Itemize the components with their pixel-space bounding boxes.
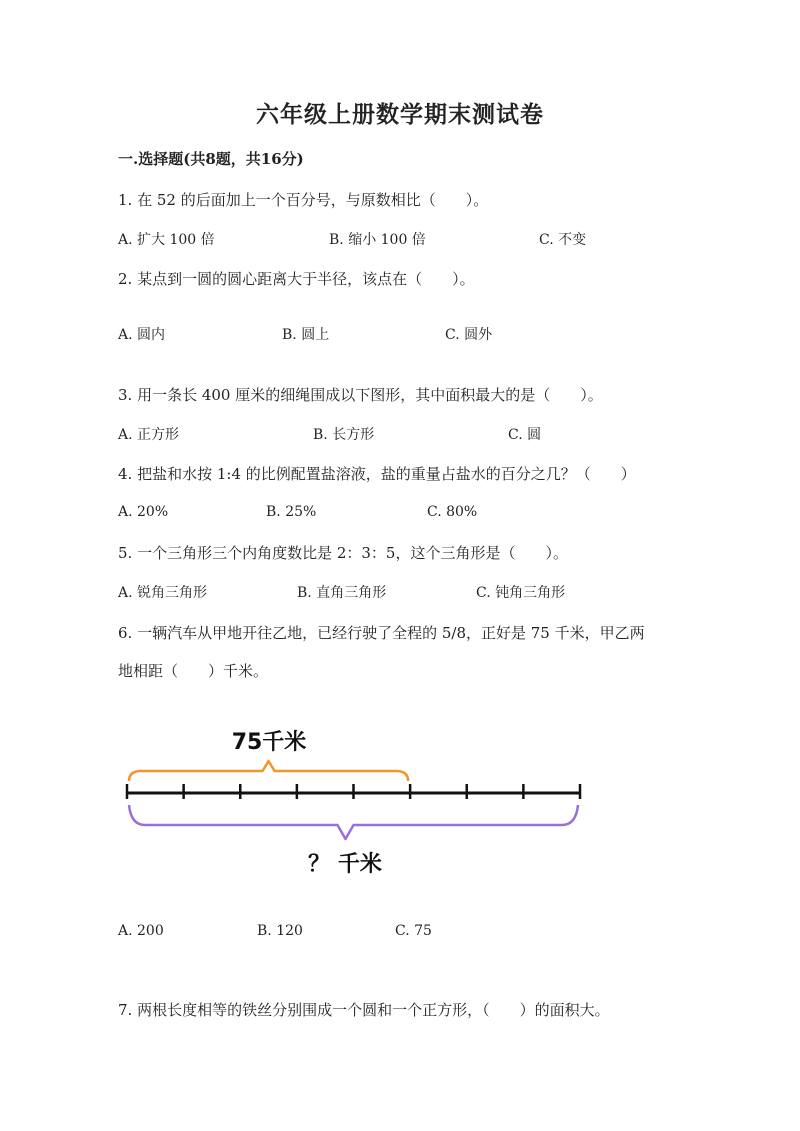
question-7: 7. 两根长度相等的铁丝分别围成一个圆和一个正方形，（ ）的面积大。 xyxy=(118,1001,610,1019)
q2-option-c[interactable]: C. 圆外 xyxy=(445,327,493,343)
known-distance-label: 75千米 xyxy=(231,730,307,755)
q1-option-c[interactable]: C. 不变 xyxy=(539,232,587,248)
unknown-distance-label: ？ 千米 xyxy=(308,852,382,877)
page-title: 六年级上册数学期末测试卷 xyxy=(256,101,544,128)
q5-option-c[interactable]: C. 钝角三角形 xyxy=(476,585,566,601)
q6-option-a[interactable]: A. 200 xyxy=(118,923,164,939)
segment-diagram xyxy=(110,718,600,888)
question-4: 4. 把盐和水按 1:4 的比例配置盐溶液，盐的重量占盐水的百分之几？（ ） xyxy=(118,465,636,483)
q1-option-a[interactable]: A. 扩大 100 倍 xyxy=(118,232,215,248)
section-heading: 一.选择题(共8题，共16分) xyxy=(118,150,304,168)
q6-option-b[interactable]: B. 120 xyxy=(257,923,303,939)
q6-option-c[interactable]: C. 75 xyxy=(395,923,432,939)
q2-option-b[interactable]: B. 圆上 xyxy=(282,327,330,343)
question-6: 6. 一辆汽车从甲地开往乙地，已经行驶了全程的 5/8，正好是 75 千米，甲乙两 xyxy=(118,624,645,642)
known-distance-brace xyxy=(129,761,408,781)
question-6-line-2: 地相距（ ）千米。 xyxy=(118,662,269,680)
question-1: 1. 在 52 的后面加上一个百分号，与原数相比（ ）。 xyxy=(118,191,489,209)
question-3: 3. 用一条长 400 厘米的细绳围成以下图形，其中面积最大的是（ ）。 xyxy=(118,386,603,404)
q1-option-b[interactable]: B. 缩小 100 倍 xyxy=(329,232,426,248)
q3-option-b[interactable]: B. 长方形 xyxy=(313,427,375,443)
question-2: 2. 某点到一圆的圆心距离大于半径，该点在（ ）。 xyxy=(118,270,475,288)
q2-option-a[interactable]: A. 圆内 xyxy=(118,327,166,343)
q4-option-b[interactable]: B. 25% xyxy=(266,504,317,520)
q4-option-c[interactable]: C. 80% xyxy=(427,504,478,520)
question-5: 5. 一个三角形三个内角度数比是 2：3：5，这个三角形是（ ）。 xyxy=(118,544,568,562)
total-distance-brace xyxy=(129,805,578,839)
q3-option-a[interactable]: A. 正方形 xyxy=(118,427,180,443)
q5-option-a[interactable]: A. 锐角三角形 xyxy=(118,585,208,601)
q3-option-c[interactable]: C. 圆 xyxy=(508,427,542,443)
q4-option-a[interactable]: A. 20% xyxy=(118,504,169,520)
q5-option-b[interactable]: B. 直角三角形 xyxy=(297,585,387,601)
